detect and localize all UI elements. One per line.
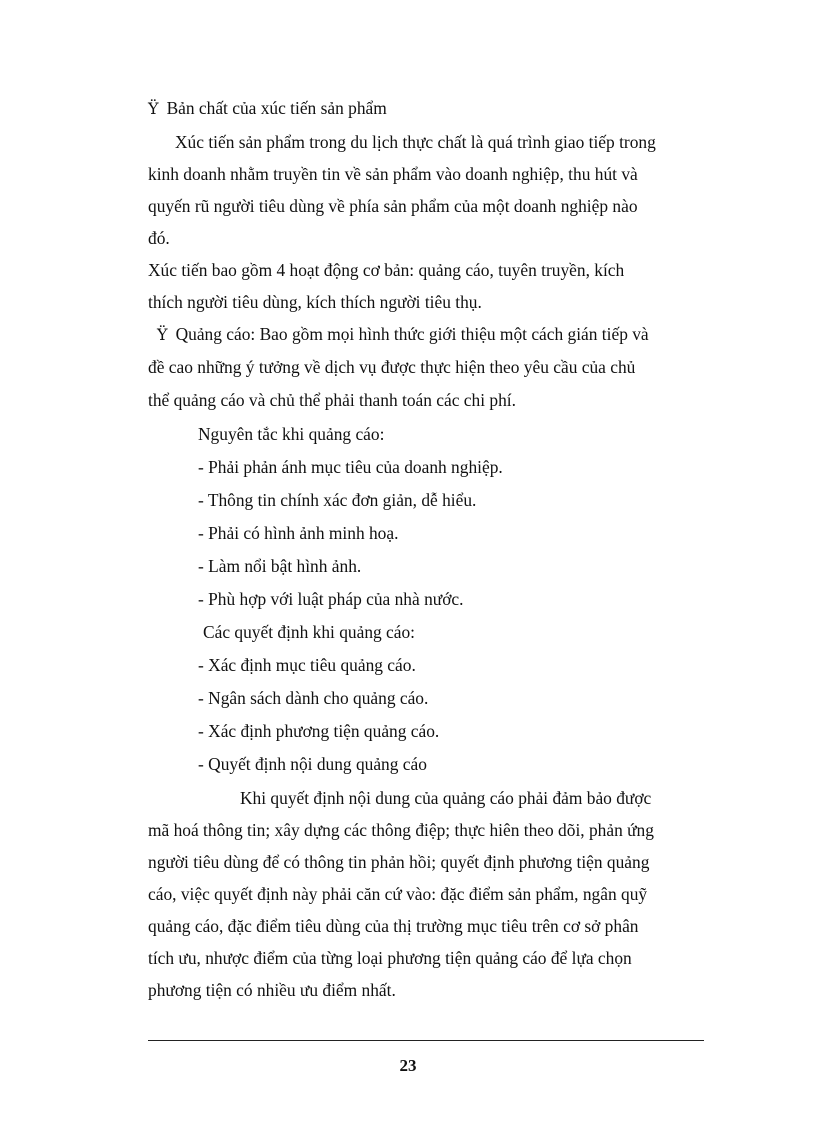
list-item: - Phải phản ánh mục tiêu của doanh nghiệp. — [198, 457, 503, 477]
page-number: 23 — [399, 1056, 417, 1075]
paragraph-line: quyến rũ người tiêu dùng về phía sản phẩm của một doanh nghiệp nào — [148, 196, 638, 216]
paragraph-line: tích ưu, nhược điểm của từng loại phương tiện quảng cáo để lựa chọn — [148, 948, 632, 968]
list-item: - Ngân sách dành cho quảng cáo. — [198, 688, 429, 708]
list-item: - Phải có hình ảnh minh hoạ. — [198, 523, 399, 543]
paragraph-line: Xúc tiến sản phẩm trong du lịch thực chất là quá trình giao tiếp trong — [175, 132, 656, 152]
list-item: - Làm nổi bật hình ảnh. — [198, 556, 362, 576]
principles-title: Nguyên tắc khi quảng cáo: — [198, 424, 385, 444]
paragraph-line: mã hoá thông tin; xây dựng các thông điệp; thực hiên theo dõi, phản ứng — [148, 820, 654, 840]
list-item: - Quyết định nội dung quảng cáo — [198, 754, 427, 774]
footer-divider — [148, 1040, 704, 1041]
paragraph-line: phương tiện có nhiều ưu điểm nhất. — [148, 980, 396, 1000]
list-item: - Phù hợp với luật pháp của nhà nước. — [198, 589, 464, 609]
bullet-icon: Ÿ — [157, 325, 168, 344]
decisions-title: Các quyết định khi quảng cáo: — [203, 622, 416, 642]
paragraph-line: quảng cáo, đặc điểm tiêu dùng của thị trường mục tiêu trên cơ sở phân — [148, 916, 639, 936]
paragraph-line: thể quảng cáo và chủ thể phải thanh toán các chi phí. — [148, 390, 516, 410]
paragraph-line: đó. — [148, 228, 170, 248]
paragraph-quang-cao: Ÿ Quảng cáo: Bao gồm mọi hình thức giới thiệu một cách gián tiếp và — [157, 324, 649, 344]
paragraph-line: kinh doanh nhằm truyền tin về sản phẩm vào doanh nghiệp, thu hút và — [148, 164, 638, 184]
paragraph-line: người tiêu dùng để có thông tin phản hồi; quyết định phương tiện quảng — [148, 852, 650, 872]
list-item: - Thông tin chính xác đơn giản, dễ hiểu. — [198, 490, 477, 510]
paragraph-line: cáo, việc quyết định này phải căn cứ vào: đặc điểm sản phẩm, ngân quỹ — [148, 884, 648, 904]
paragraph-line: Xúc tiến bao gồm 4 hoạt động cơ bản: quảng cáo, tuyên truyền, kích — [148, 260, 625, 280]
heading-ban-chat: Ÿ Bản chất của xúc tiến sản phẩm — [148, 98, 387, 118]
paragraph-line: đề cao những ý tưởng về dịch vụ được thực hiện theo yêu cầu của chủ — [148, 357, 636, 377]
list-item: - Xác định phương tiện quảng cáo. — [198, 721, 440, 741]
bullet-icon: Ÿ — [148, 99, 159, 118]
paragraph-line: Khi quyết định nội dung của quảng cáo phải đảm bảo được — [240, 788, 652, 808]
paragraph-line: thích người tiêu dùng, kích thích người tiêu thụ. — [148, 292, 482, 312]
list-item: - Xác định mục tiêu quảng cáo. — [198, 655, 416, 675]
